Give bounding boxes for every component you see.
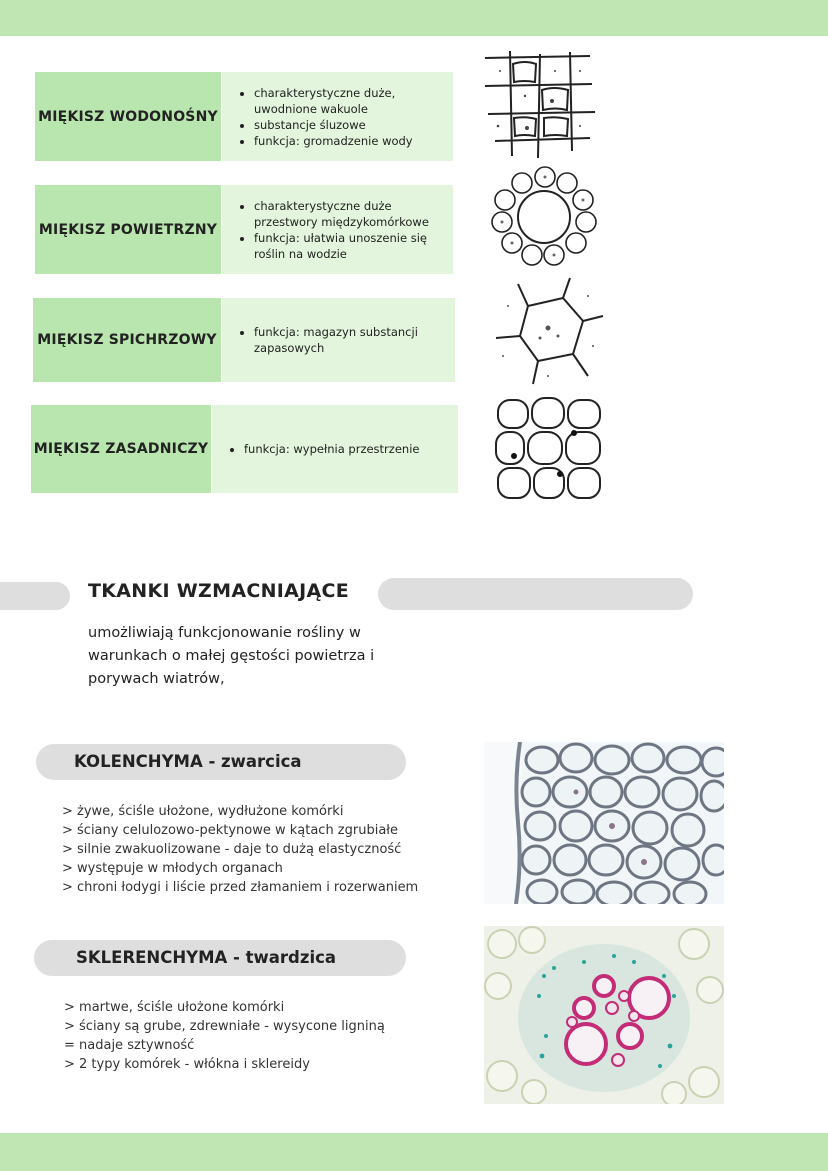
parenchyma-label-water [35,72,221,161]
section-title: TKANKI WZMACNIAJĄCE [88,580,350,602]
bottom-color-band [0,1133,828,1171]
parenchyma-label-air [35,185,221,274]
feature-line: = nadaje sztywność [64,1038,195,1053]
feature-line: > martwe, ściśle ułożone komórki [64,1000,285,1015]
parenchyma-label-storage [33,298,221,382]
section-intro [88,622,408,691]
bullet-item: • substancje śluzowe [254,117,453,133]
parenchyma-desc-air [222,185,453,274]
bullet-item: • charakterystyczne duże, uwodnione wakuole [254,85,453,117]
parenchyma-label-ground [31,405,211,493]
label-text: MIĘKISZ ZASADNICZY [33,441,209,457]
collenchyma-micrograph [484,742,724,904]
collenchyma-features [62,802,418,897]
bullet-item: • funkcja: magazyn substancji zapasowych [254,324,455,356]
brush-stroke-left [0,582,70,610]
intro-line: porywach wiatrów, [88,671,225,687]
feature-line: > 2 typy komórek - włókna i sklereidy [64,1057,310,1072]
storage-cells-illustration [488,276,608,388]
ground-cells-illustration [494,396,604,502]
parenchyma-desc-water [222,72,453,161]
parenchyma-desc-ground [212,405,458,493]
feature-line: > żywe, ściśle ułożone, wydłużone komórki [62,804,344,819]
feature-line: > ściany są grube, zdrewniałe - wysycone ligniną [64,1019,385,1034]
collenchyma-title: KOLENCHYMA - zwarcica [74,752,302,771]
feature-line: > występuje w młodych organach [62,861,283,876]
bullet-item: • funkcja: wypełnia przestrzenie [244,441,419,457]
intro-line: umożliwiają funkcjonowanie rośliny w [88,625,361,641]
label-text: MIĘKISZ POWIETRZNY [38,221,218,238]
top-color-band [0,0,828,36]
label-text: MIĘKISZ WODONOŚNY [38,108,218,125]
brush-stroke-right [378,578,693,610]
label-text: MIĘKISZ SPICHRZOWY [37,332,217,348]
bullet-item: • funkcja: gromadzenie wody [254,133,453,149]
feature-line: > ściany celulozowo-pektynowe w kątach zgrubiałe [62,823,398,838]
water-storage-cells-illustration [480,46,600,161]
feature-line: > chroni łodygi i liście przed złamaniem i rozerwaniem [62,880,419,895]
sclerenchyma-title: SKLERENCHYMA - twardzica [76,948,337,967]
sclerenchyma-micrograph [484,926,724,1104]
intro-line: warunkach o małej gęstości powietrza i [88,648,375,664]
feature-line: > silnie zwakuolizowane - daje to dużą elastyczność [62,842,402,857]
bullet-item: • funkcja: ułatwia unoszenie się roślin na wodzie [254,230,453,262]
aerenchyma-cells-illustration [490,165,600,267]
parenchyma-desc-storage [222,298,455,382]
bullet-item: • charakterystyczne duże przestwory międzykomórkowe [254,198,453,230]
sclerenchyma-features [64,998,385,1074]
